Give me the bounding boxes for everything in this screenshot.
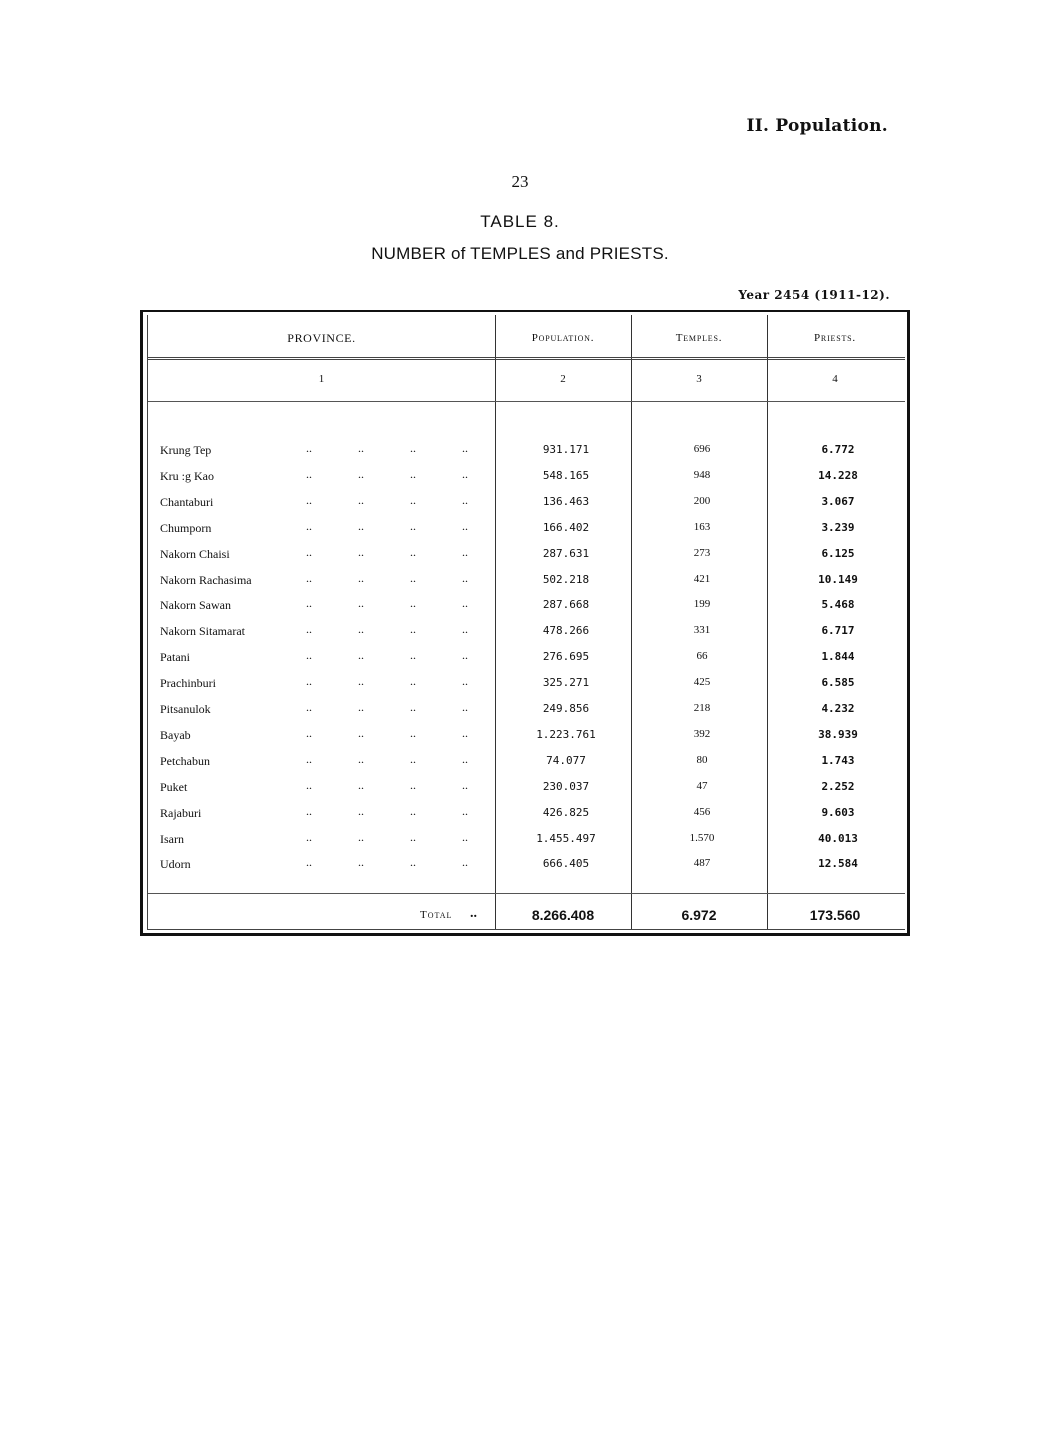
priests-value: 40.013 <box>818 831 858 845</box>
leader-dots: .. .. .. .. <box>306 674 468 689</box>
population-value: 230.037 <box>542 779 590 793</box>
province-name: Pitsanulok <box>160 702 211 716</box>
province-name: Chantaburi <box>160 494 214 509</box>
temples-value: 163 <box>693 520 711 533</box>
province-name: Udorn <box>160 857 191 872</box>
table-subtitle: NUMBER of TEMPLES and PRIESTS. <box>371 244 669 263</box>
priests-value: 9.603 <box>821 805 855 819</box>
leader-dots: .. .. .. .. <box>306 466 468 481</box>
population-value: 287.631 <box>542 546 590 560</box>
population-value: 325.271 <box>542 676 590 690</box>
priests-value: 38.939 <box>818 727 858 741</box>
leader-dots: .. .. .. .. <box>306 648 468 663</box>
temples-value: 331 <box>693 624 711 637</box>
province-name: Chumporn <box>160 520 212 535</box>
priests-value: 14.228 <box>818 468 858 482</box>
leader-dots: .. .. .. .. <box>306 441 468 455</box>
temples-value: 200 <box>693 494 711 507</box>
priests-value: 10.149 <box>818 572 858 586</box>
column-number: 2 <box>560 373 566 385</box>
temples-value: 696 <box>693 443 711 455</box>
table-row <box>148 570 905 599</box>
priests-value: 6.585 <box>821 676 855 690</box>
leader-dots: .. .. .. .. <box>306 829 468 844</box>
total-priests: 173.560 <box>809 907 861 923</box>
header-rule <box>148 357 905 360</box>
population-value: 931.171 <box>542 443 590 456</box>
table-row <box>148 518 905 547</box>
table-row <box>148 777 905 806</box>
province-name: Nakorn Chaisi <box>160 546 230 561</box>
leader-dots: .. .. .. .. <box>306 492 468 507</box>
priests-value: 3.067 <box>821 494 855 508</box>
table-row <box>148 751 905 780</box>
table-row <box>148 544 905 573</box>
province-name: Nakorn Sitamarat <box>160 624 245 639</box>
priests-value: 5.468 <box>821 598 855 612</box>
leader-dots: .. .. .. .. <box>306 544 468 559</box>
leader-dots: .. .. .. .. <box>306 622 468 637</box>
column-number: 4 <box>832 373 838 385</box>
province-name: Bayab <box>160 727 191 742</box>
temples-value: 948 <box>693 468 711 481</box>
temples-value: 1.570 <box>689 831 715 844</box>
priests-value: 1.844 <box>821 650 855 664</box>
temples-value: 487 <box>693 857 711 870</box>
leader-dots: .. .. .. .. <box>306 855 468 870</box>
table-row <box>148 676 905 702</box>
province-name: Prachinburi <box>160 676 216 691</box>
data-table <box>140 310 910 936</box>
temples-value: 425 <box>693 676 711 689</box>
temples-value: 199 <box>693 598 711 611</box>
table-row <box>148 857 905 883</box>
table-row <box>148 598 905 624</box>
column-header-population: Population. <box>531 332 595 344</box>
province-name: Nakorn Sawan <box>160 598 231 613</box>
leader-dots: .. .. .. .. <box>306 725 468 740</box>
population-value: 136.463 <box>542 494 590 508</box>
total-label: Total <box>420 909 453 921</box>
temples-value: 273 <box>693 546 711 559</box>
leader-dots: .. .. .. .. <box>306 751 468 766</box>
column-number: 1 <box>318 373 325 385</box>
province-name: Petchabun <box>160 753 210 768</box>
section-heading: II. Population. <box>746 116 888 136</box>
priests-value: 6.125 <box>821 546 855 560</box>
column-header-temples: Temples. <box>675 332 723 344</box>
leader-dots: .. .. .. .. <box>306 777 468 792</box>
province-name: Puket <box>160 779 188 794</box>
population-value: 1.223.761 <box>536 727 596 741</box>
leader-dots: .. .. .. .. <box>306 518 468 533</box>
province-name: Nakorn Rachasima <box>160 572 252 587</box>
priests-value: 6.717 <box>821 624 855 638</box>
temples-value: 456 <box>693 805 711 818</box>
temples-value: 47 <box>696 779 708 792</box>
table-row <box>148 803 905 832</box>
table-row <box>148 466 905 495</box>
population-value: 478.266 <box>542 624 590 638</box>
total-population: 8.266.408 <box>531 907 595 923</box>
priests-value: 3.239 <box>821 520 855 534</box>
table-row <box>148 725 905 754</box>
province-name: Isarn <box>160 831 184 846</box>
column-number: 3 <box>696 373 702 385</box>
number-row-rule <box>148 401 905 402</box>
table-inner-frame <box>147 315 905 930</box>
priests-value: 2.252 <box>821 779 855 793</box>
population-value: 1.455.497 <box>536 831 596 845</box>
temples-value: 392 <box>693 727 711 740</box>
total-row <box>148 907 905 933</box>
leader-dots: .. .. .. .. <box>306 596 468 611</box>
priests-value: 6.772 <box>821 443 855 456</box>
leader-dots: .. <box>470 906 477 921</box>
temples-value: 218 <box>693 702 711 714</box>
table-row <box>148 443 905 469</box>
leader-dots: .. .. .. .. <box>306 570 468 585</box>
population-value: 426.825 <box>542 805 590 819</box>
total-rule <box>148 893 905 894</box>
table-row <box>148 650 905 676</box>
priests-value: 4.232 <box>821 702 855 715</box>
leader-dots: .. .. .. .. <box>306 700 468 714</box>
leader-dots: .. .. .. .. <box>306 803 468 818</box>
population-value: 166.402 <box>542 520 590 534</box>
column-header-priests: Priests. <box>814 332 856 344</box>
population-value: 502.218 <box>542 572 590 586</box>
temples-value: 421 <box>693 572 711 585</box>
population-value: 287.668 <box>542 598 590 612</box>
table-title: TABLE 8. <box>480 212 560 231</box>
province-name: Kru :g Kao <box>160 468 214 483</box>
table-row <box>148 624 905 650</box>
province-name: Krung Tep <box>160 443 212 457</box>
priests-value: 1.743 <box>821 753 855 767</box>
table-row <box>148 829 905 858</box>
table-row <box>148 492 905 521</box>
priests-value: 12.584 <box>818 857 858 871</box>
temples-value: 66 <box>696 650 708 663</box>
temples-value: 80 <box>696 753 708 766</box>
column-header-province: PROVINCE. <box>287 331 356 345</box>
population-value: 548.165 <box>542 468 590 482</box>
population-value: 74.077 <box>546 753 586 767</box>
table-row <box>148 702 905 728</box>
total-temples: 6.972 <box>681 907 717 923</box>
population-value: 249.856 <box>542 702 590 715</box>
province-name: Patani <box>160 650 190 665</box>
page-number: 23 <box>511 172 529 191</box>
population-value: 666.405 <box>542 857 590 871</box>
province-name: Rajaburi <box>160 805 202 820</box>
year-label: Year 2454 (1911-12). <box>738 288 890 302</box>
population-value: 276.695 <box>542 650 590 664</box>
